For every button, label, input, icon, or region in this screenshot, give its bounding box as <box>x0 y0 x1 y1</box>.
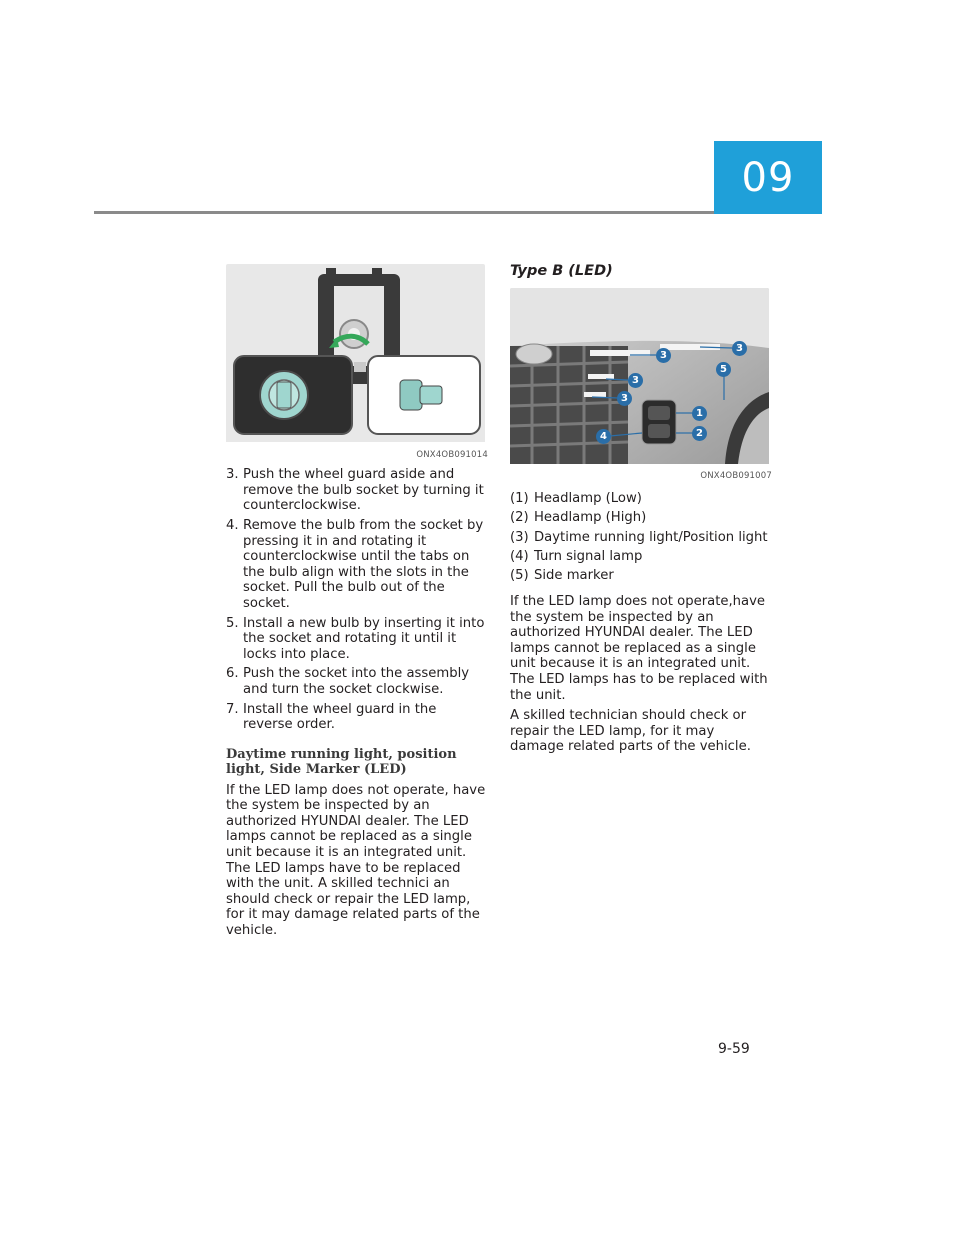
left-column <box>226 264 488 944</box>
step-item <box>226 467 488 514</box>
callout-3: 3 <box>617 391 632 406</box>
legend-number: (3) <box>510 529 529 545</box>
legend-text: Headlamp (Low) <box>534 490 642 506</box>
callout-3: 3 <box>732 341 747 356</box>
section-subheading: Daytime running light, position light, Side Marker (LED) <box>226 746 457 778</box>
chapter-tab: 09 <box>714 141 822 214</box>
legend-text: Turn signal lamp <box>534 548 643 564</box>
header-rule <box>94 211 714 214</box>
callout-4: 4 <box>596 429 611 444</box>
legend-number: (2) <box>510 510 529 526</box>
legend-text: Headlamp (High) <box>534 510 647 526</box>
callout-1: 1 <box>692 406 707 421</box>
legend-text: Side marker <box>534 568 614 584</box>
step-item <box>226 666 488 697</box>
legend-item <box>510 510 772 526</box>
figure-code: ONX4OB091014 <box>416 449 488 460</box>
step-number: 4. <box>226 517 239 533</box>
body-paragraph: If the LED lamp does not operate, have the system be inspected by an authorized HYUNDAI dealer. The LED lamps cannot be replaced as a single unit because it is an integrated unit. The LED lamps have to be replaced with the unit. A skilled technici an should check or repair the LED lamp, for it may damage related parts of the vehicle. <box>226 782 486 939</box>
step-item <box>226 616 488 663</box>
callout-3: 3 <box>628 373 643 388</box>
legend-item <box>510 530 772 546</box>
step-number: 7. <box>226 701 239 717</box>
step-text: Install a new bulb by inserting it into the socket and rotating it until it locks into place. <box>243 615 485 662</box>
wheel-guard-figure <box>226 264 485 447</box>
body-paragraph: A skilled technician should check or repair the LED lamp, for it may damage related parts of the vehicle. <box>510 708 751 755</box>
type-b-heading: Type B (LED) <box>510 263 613 279</box>
step-text: Remove the bulb from the socket by pressing it in and rotating it counterclockwise until the tabs on the bulb align with the slots in the socket. Pull the bulb out of the socket. <box>243 517 484 611</box>
step-number: 3. <box>226 467 239 483</box>
page-number: 9-59 <box>718 1041 750 1057</box>
step-text: Install the wheel guard in the reverse order. <box>243 701 437 733</box>
bulb-socket-illustration <box>226 264 485 442</box>
step-text: Push the socket into the assembly and turn the socket clockwise. <box>243 666 470 697</box>
callout-5: 5 <box>716 362 731 377</box>
removal-steps <box>226 467 488 733</box>
legend-item <box>510 549 772 565</box>
legend-item <box>510 491 772 507</box>
step-number: 5. <box>226 615 239 631</box>
legend-number: (1) <box>510 490 529 506</box>
legend-number: (5) <box>510 568 529 584</box>
figure-code: ONX4OB091007 <box>700 471 772 482</box>
step-text: Push the wheel guard aside and remove the bulb socket by turning it counterclockwise. <box>243 467 484 514</box>
lamp-legend <box>510 491 772 584</box>
headlamp-figure <box>510 288 769 469</box>
step-number: 6. <box>226 666 239 682</box>
right-column <box>510 264 772 760</box>
callout-2: 2 <box>692 426 707 441</box>
callout-3: 3 <box>656 348 671 363</box>
legend-text: Daytime running light/Position light <box>534 529 768 545</box>
step-item <box>226 702 488 733</box>
body-paragraph: If the LED lamp does not operate,have the system be inspected by an authorized HYUNDAI dealer. The LED lamps cannot be replaced as a single unit because it is an integrated unit. The LED lamps has to be replaced with the unit. <box>510 593 768 703</box>
legend-item <box>510 568 772 584</box>
step-item <box>226 518 488 612</box>
legend-number: (4) <box>510 548 529 564</box>
